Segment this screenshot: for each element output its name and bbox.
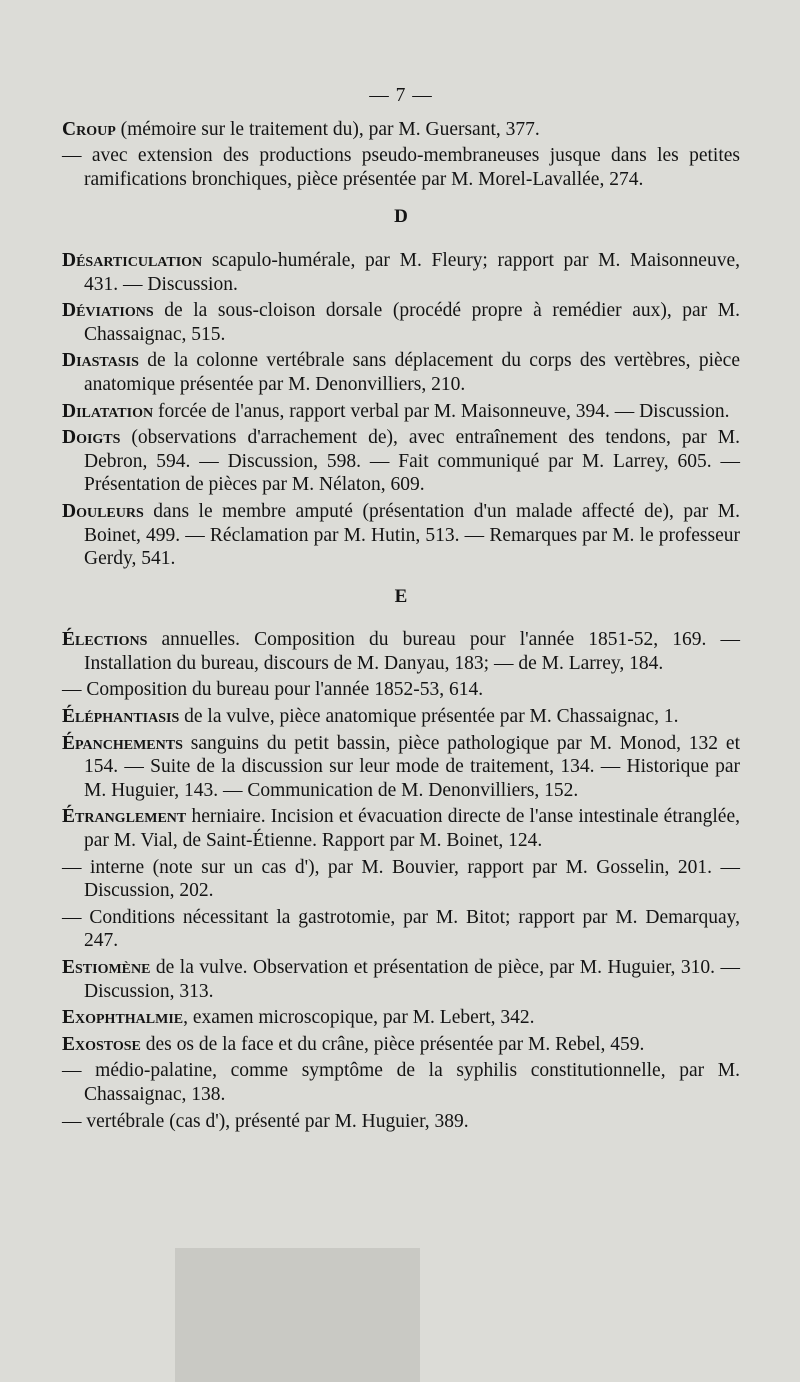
- entry-text: — Composition du bureau pour l'année 1852-53, 614.: [62, 679, 484, 701]
- entry-headword: Élections: [62, 629, 148, 651]
- entry-text: , examen microscopique, par M. Lebert, 342.: [183, 1007, 535, 1029]
- entry-headword: Estiomène: [62, 957, 151, 978]
- entry-text: des os de la face et du crâne, pièce présentée par M. Rebel, 459.: [140, 1033, 645, 1055]
- entry-text: forcée de l'anus, rapport verbal par M. Maisonneuve, 394. — Discussion.: [153, 400, 730, 422]
- entry-text: dans le membre amputé (présentation d'un malade affecté de), par M. Boinet, 499. — Réclamation par M. Hutin, 513. — Remarques par M. le professeur Gerdy, 541.: [84, 500, 740, 570]
- index-entry: [62, 732, 740, 803]
- index-section: [62, 118, 740, 192]
- section-letter: D: [394, 206, 408, 228]
- section-letter: E: [394, 585, 408, 607]
- entry-text: (mémoire sur le traitement du), par M. Guersant, 377.: [115, 118, 540, 140]
- entry-text: de la colonne vertébrale sans déplacement du corps des vertèbres, pièce anatomique présentée par M. Denonvilliers, 210.: [84, 350, 740, 395]
- entry-headword: Doigts: [62, 427, 121, 449]
- index-entry: [62, 118, 740, 142]
- index-entry: [62, 249, 740, 296]
- entry-text: annuelles. Composition du bureau pour l'année 1851-52, 169. — Installation du bureau, discours de M. Danyau, 183; — de M. Larrey, 184.: [84, 629, 740, 674]
- index-entry: [62, 1033, 740, 1057]
- entry-text: sanguins du petit bassin, pièce pathologique par M. Monod, 132 et 154. — Suite de la discussion sur leur mode de traitement, 134. — Historique par M. Huguier, 143. — Communication de M. Denonvilliers, 152.: [84, 732, 740, 801]
- index-entry: [62, 1059, 740, 1106]
- index-text: [62, 84, 740, 1136]
- index-entry: [62, 956, 740, 1003]
- entry-text: scapulo-humérale, par M. Fleury; rapport par M. Maisonneuve, 431. — Discussion.: [84, 249, 740, 295]
- entry-text: — Conditions nécessitant la gastrotomie, par M. Bitot; rapport par M. Demarquay, 247.: [62, 906, 740, 952]
- entry-headword: Dilatation: [62, 400, 154, 422]
- entry-headword: Diastasis: [62, 350, 139, 372]
- entry-headword: Exostose: [62, 1033, 141, 1055]
- index-section: [62, 585, 740, 1133]
- index-entry: [62, 299, 740, 346]
- entry-text: de la vulve. Observation et présentation de pièce, par M. Huguier, 310. — Discussion, 313.: [84, 957, 740, 1002]
- index-entry: [62, 628, 740, 675]
- index-entry: [62, 856, 740, 903]
- index-entry: [62, 1110, 740, 1134]
- entry-headword: Désarticulation: [62, 249, 203, 271]
- index-entry: [62, 705, 740, 729]
- index-entry: [62, 805, 740, 852]
- entry-text: — médio-palatine, comme symptôme de la syphilis constitutionnelle, par M. Chassaignac, 138.: [62, 1060, 740, 1105]
- index-entry: [62, 500, 740, 571]
- index-entry: [62, 1006, 740, 1030]
- index-entry: [62, 349, 740, 396]
- entry-text: — vertébrale (cas d'), présenté par M. Huguier, 389.: [62, 1110, 469, 1132]
- entry-headword: Étranglement: [62, 806, 187, 828]
- index-entry: [62, 400, 740, 424]
- index-entry: [62, 678, 740, 702]
- entry-text: de la vulve, pièce anatomique présentée par M. Chassaignac, 1.: [179, 706, 679, 728]
- index-entry: [62, 426, 740, 497]
- entry-text: (observations d'arrachement de), avec entraînement des tendons, par M. Debron, 594. — Discussion, 598. — Fait communiqué par M. Larrey, 605. — Présentation de pièces par M. Nélaton, 609.: [84, 427, 740, 496]
- index-entry: [62, 906, 740, 953]
- paper-stain: [175, 1248, 420, 1382]
- index-sections: [62, 118, 740, 1134]
- entry-headword: Croup: [62, 118, 116, 140]
- entry-text: de la sous-cloison dorsale (procédé propre à remédier aux), par M. Chassaignac, 515.: [84, 300, 740, 345]
- entry-headword: Éléphantiasis: [62, 706, 180, 728]
- entry-headword: Exophthalmie: [62, 1007, 184, 1029]
- entry-headword: Douleurs: [62, 500, 144, 522]
- entry-headword: Épanchements: [62, 732, 183, 754]
- index-section: [62, 205, 740, 570]
- entry-text: — interne (note sur un cas d'), par M. Bouvier, rapport par M. Gosselin, 201. — Discussion, 202.: [62, 856, 740, 902]
- entry-text: — avec extension des productions pseudo-membraneuses jusque dans les petites ramifications bronchiques, pièce présentée par M. Morel-Lavallée, 274.: [62, 145, 740, 190]
- page-number: — 7 —: [369, 85, 433, 106]
- index-entry: [62, 144, 740, 191]
- entry-headword: Déviations: [62, 300, 154, 322]
- entry-text: herniaire. Incision et évacuation directe de l'anse intestinale étranglée, par M. Vial, de Saint-Étienne. Rapport par M. Boinet, 124.: [84, 806, 740, 852]
